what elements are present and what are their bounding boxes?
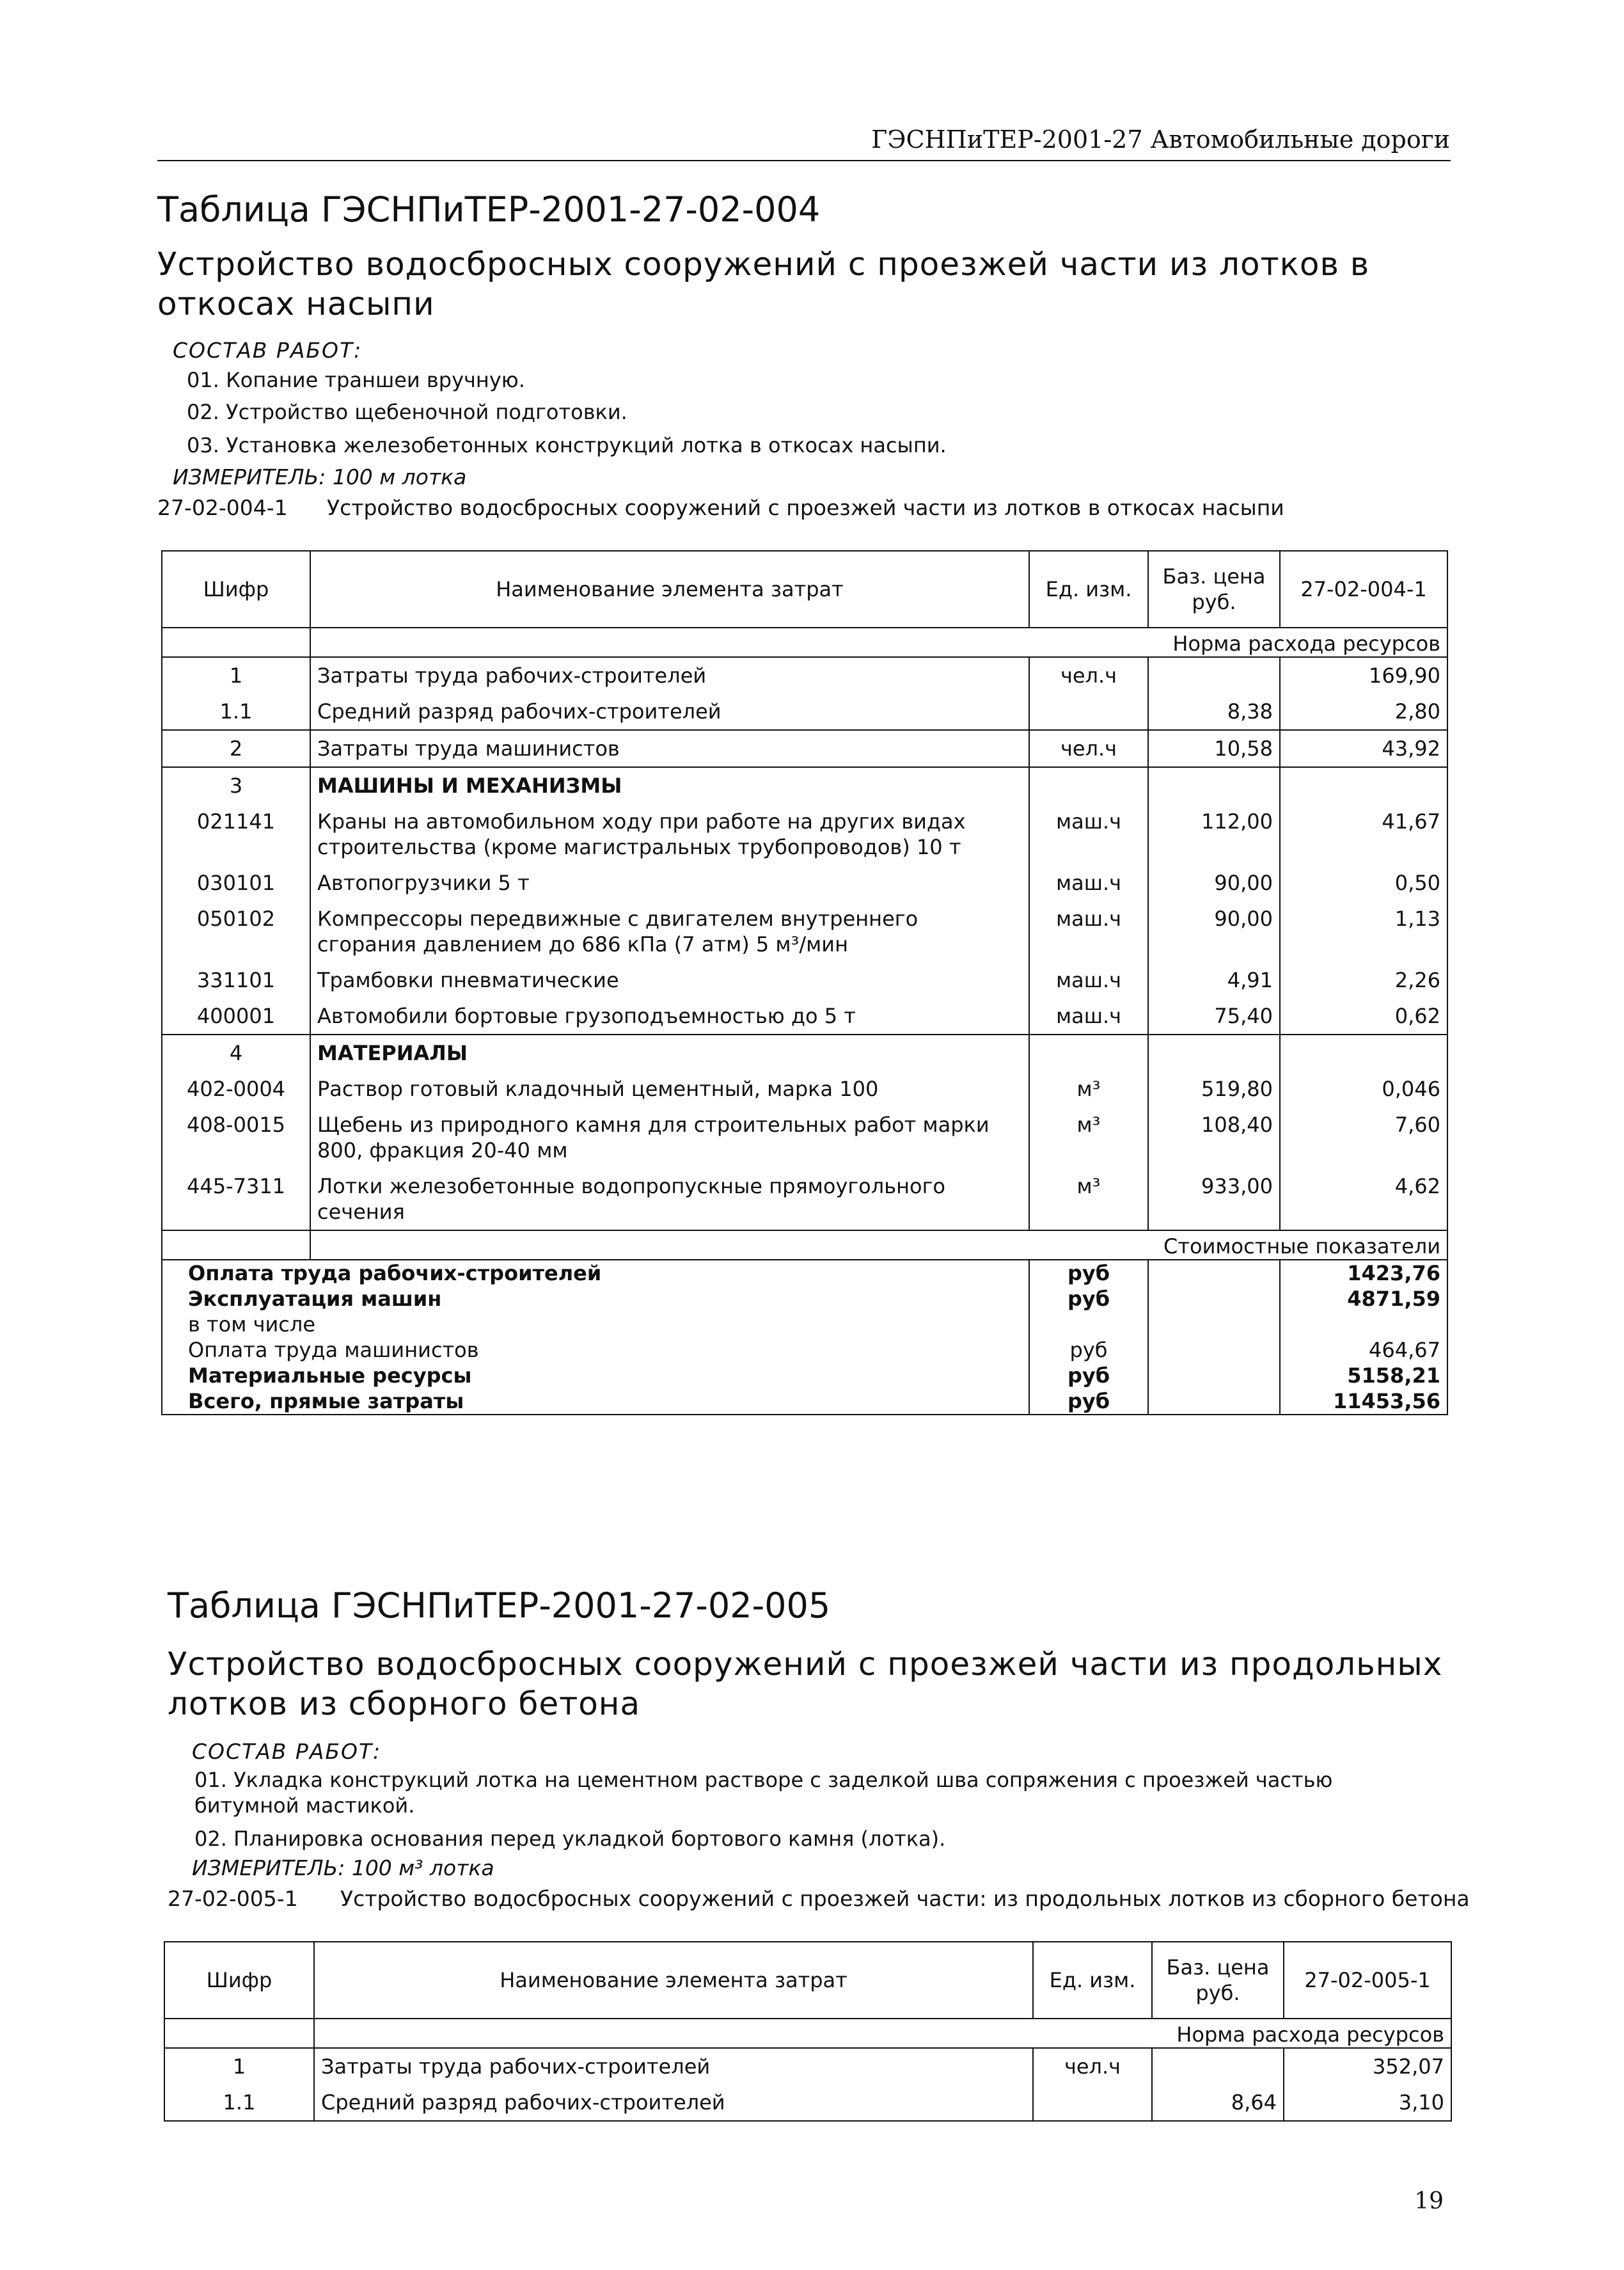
row-unit [1029, 1035, 1148, 1071]
cost-price [1148, 1363, 1280, 1388]
table1-title: Устройство водосбросных сооружений с проезжей части из лотков в откосах насыпи [157, 246, 1370, 322]
row-code: 1 [164, 2048, 314, 2084]
row-value: 0,62 [1394, 1004, 1440, 1028]
row-price: 933,00 [1148, 1168, 1280, 1230]
row-price: 90,00 [1148, 865, 1280, 901]
row-price: 8,64 [1152, 2084, 1284, 2121]
row-value [1280, 1035, 1447, 1071]
table-row [162, 694, 1447, 730]
table-row [164, 2048, 1451, 2084]
row-price [1148, 1035, 1280, 1071]
row-code: 331101 [162, 962, 310, 998]
row-unit: маш.ч [1029, 998, 1148, 1035]
row-value: 3,10 [1398, 2090, 1444, 2115]
row-name: Лотки железобетонные водопропускные прямоугольного сечения [310, 1168, 1029, 1230]
row-value: 352,07 [1373, 2054, 1444, 2079]
row-price: 8,38 [1148, 694, 1280, 730]
cost-row [162, 1388, 1447, 1415]
row-price [1152, 2048, 1284, 2084]
row-value [1280, 767, 1447, 804]
row-value: 169,90 [1369, 663, 1440, 688]
row-value: 43,92 [1280, 730, 1447, 767]
row-value: 41,67 [1382, 809, 1440, 834]
row-code: 1 [162, 657, 310, 694]
row-price: 10,58 [1148, 730, 1280, 767]
row-name: МАШИНЫ И МЕХАНИЗМЫ [310, 767, 1029, 804]
cost-name: в том числе [162, 1312, 1029, 1337]
row-value: 1,13 [1394, 907, 1440, 931]
row-code: 1.1 [164, 2084, 314, 2121]
row-code: 4 [162, 1035, 310, 1071]
table-row [162, 657, 1447, 694]
cost-value: 11453,56 [1280, 1388, 1447, 1415]
row-price: 112,00 [1148, 804, 1280, 865]
col-header-norm: 27-02-005-1 [1284, 1942, 1451, 2019]
row-name: Краны на автомобильном ходу при работе на других видах строительства (кроме магистральных трубопроводов) 10 т [310, 804, 1029, 865]
cost-value: 5158,21 [1347, 1363, 1440, 1388]
col-header-code: Шифр [162, 551, 310, 628]
cost-unit: руб [1029, 1388, 1148, 1415]
col-header-unit: Ед. изм. [1033, 1942, 1152, 2019]
table1-izmeritel: ИЗМЕРИТЕЛЬ: 100 м лотка [173, 464, 467, 489]
row-price [1148, 657, 1280, 694]
row-value: 4,62 [1394, 1174, 1440, 1198]
table1-item: 03. Установка железобетонных конструкций лотка в откосах насыпи. [187, 433, 947, 457]
cost-value [1280, 1312, 1447, 1337]
row-name: Автопогрузчики 5 т [310, 865, 1029, 901]
table2-item: 02. Планировка основания перед укладкой бортового камня (лотка). [194, 1827, 946, 1851]
row-name: Средний разряд рабочих-строителей [314, 2084, 1033, 2121]
table1-body [162, 657, 1447, 1230]
row-code: 445-7311 [162, 1168, 310, 1230]
cost-name: Эксплуатация машин [162, 1286, 1029, 1312]
table1-grid [161, 550, 1448, 1415]
row-unit [1029, 694, 1148, 730]
row-value: 2,26 [1394, 968, 1440, 992]
row-unit: чел.ч [1029, 730, 1148, 767]
table-row [162, 730, 1447, 767]
row-name: Затраты труда рабочих-строителей [310, 657, 1029, 694]
row-code: 3 [162, 767, 310, 804]
row-code: 1.1 [162, 694, 310, 730]
cost-value: 1423,76 [1347, 1261, 1440, 1285]
col-header-code: Шифр [164, 1942, 314, 2019]
row-code: 030101 [162, 865, 310, 901]
table2-norm-line: 27-02-005-1 Устройство водосбросных сооружений с проезжей части: из продольных лотков из сборного бетона [168, 1886, 1470, 1911]
cost-value: 464,67 [1369, 1338, 1440, 1362]
cost-price [1148, 1388, 1280, 1415]
page-number: 19 [1414, 2188, 1444, 2214]
cost-name: Оплата труда машинистов [162, 1337, 1029, 1363]
row-code: 050102 [162, 901, 310, 962]
norm-header: Норма расхода ресурсов [310, 628, 1447, 657]
cost-row [162, 1286, 1447, 1312]
row-unit: чел.ч [1029, 657, 1148, 694]
row-code: 021141 [162, 804, 310, 865]
row-unit: м³ [1029, 1107, 1148, 1168]
row-name: Затраты труда рабочих-строителей [314, 2048, 1033, 2084]
table1-item: 01. Копание траншеи вручную. [187, 368, 525, 392]
cost-row [162, 1363, 1447, 1388]
row-name: МАТЕРИАЛЫ [310, 1035, 1029, 1071]
row-unit [1033, 2084, 1152, 2121]
cost-price [1148, 1260, 1280, 1286]
cost-name: Всего, прямые затраты [162, 1388, 1029, 1415]
cost-unit: руб [1029, 1363, 1148, 1388]
table1-norm-line: 27-02-004-1 Устройство водосбросных сооружений с проезжей части из лотков в откосах насыпи [157, 495, 1284, 520]
table2-item: 01. Укладка конструкций лотка на цементном растворе с заделкой шва сопряжения с проезжей частью битумной мастикой. [194, 1768, 1333, 1818]
row-price: 108,40 [1148, 1107, 1280, 1168]
row-name: Щебень из природного камня для строительных работ марки 800, фракция 20-40 мм [310, 1107, 1029, 1168]
row-unit: маш.ч [1029, 901, 1148, 962]
table1-sostav-label: СОСТАВ РАБОТ: [173, 338, 363, 363]
table2-body [164, 2048, 1451, 2121]
row-name: Автомобили бортовые грузоподъемностью до 5 т [310, 998, 1029, 1035]
row-unit [1029, 767, 1148, 804]
row-value: 0,50 [1394, 871, 1440, 895]
row-unit: маш.ч [1029, 962, 1148, 998]
norm-header: Норма расхода ресурсов [314, 2019, 1451, 2048]
row-unit: м³ [1029, 1071, 1148, 1107]
row-price: 519,80 [1148, 1071, 1280, 1107]
row-unit: маш.ч [1029, 804, 1148, 865]
cost-row [162, 1312, 1447, 1337]
cost-name: Оплата труда рабочих-строителей [162, 1260, 1029, 1286]
table-row [162, 901, 1447, 962]
table-row [162, 998, 1447, 1035]
cost-name: Материальные ресурсы [162, 1363, 1029, 1388]
table-row [162, 1168, 1447, 1230]
row-name: Компрессоры передвижные с двигателем внутреннего сгорания давлением до 686 кПа (7 атм) 5 м³/мин [310, 901, 1029, 962]
table-row [164, 2084, 1451, 2121]
table2-number: Таблица ГЭСНПиТЕР-2001-27-02-005 [168, 1585, 831, 1626]
cost-header: Стоимостные показатели [310, 1230, 1447, 1260]
cost-price [1148, 1286, 1280, 1312]
table-row [162, 865, 1447, 901]
row-name: Раствор готовый кладочный цементный, марка 100 [310, 1071, 1029, 1107]
row-value: 0,046 [1382, 1077, 1440, 1101]
row-price: 90,00 [1148, 901, 1280, 962]
col-header-price: Баз. цена руб. [1152, 1942, 1284, 2019]
col-header-unit: Ед. изм. [1029, 551, 1148, 628]
table1-costs [162, 1260, 1447, 1415]
row-price: 75,40 [1148, 998, 1280, 1035]
running-header: ГЭСНПиТЕР-2001-27 Автомобильные дороги [871, 125, 1450, 154]
row-value: 7,60 [1394, 1113, 1440, 1137]
col-header-price: Баз. цена руб. [1148, 551, 1280, 628]
col-header-name: Наименование элемента затрат [310, 551, 1029, 628]
table1-number: Таблица ГЭСНПиТЕР-2001-27-02-004 [157, 189, 821, 230]
row-code: 402-0004 [162, 1071, 310, 1107]
cost-value: 4871,59 [1347, 1287, 1440, 1311]
table2-grid [164, 1941, 1452, 2122]
row-price: 4,91 [1148, 962, 1280, 998]
table1-item: 02. Устройство щебеночной подготовки. [187, 400, 627, 424]
row-code: 400001 [162, 998, 310, 1035]
header-rule [157, 160, 1451, 161]
cost-unit: руб [1029, 1337, 1148, 1363]
row-name: Трамбовки пневматические [310, 962, 1029, 998]
row-price [1148, 767, 1280, 804]
cost-row [162, 1337, 1447, 1363]
col-header-norm: 27-02-004-1 [1280, 551, 1447, 628]
table-row [162, 767, 1447, 804]
cost-unit [1029, 1312, 1148, 1337]
row-name: Средний разряд рабочих-строителей [310, 694, 1029, 730]
table-row [162, 1107, 1447, 1168]
cost-row [162, 1260, 1447, 1286]
col-header-name: Наименование элемента затрат [314, 1942, 1033, 2019]
row-unit: маш.ч [1029, 865, 1148, 901]
row-name: Затраты труда машинистов [310, 730, 1029, 767]
row-code: 2 [162, 730, 310, 767]
table-row [162, 1071, 1447, 1107]
table2-sostav-label: СОСТАВ РАБОТ: [192, 1739, 382, 1764]
table2-title: Устройство водосбросных сооружений с проезжей части из продольных лотков из сборного бетона [168, 1646, 1443, 1722]
row-code: 408-0015 [162, 1107, 310, 1168]
table-row [162, 1035, 1447, 1071]
cost-price [1148, 1337, 1280, 1363]
table-row [162, 804, 1447, 865]
table2-izmeritel: ИЗМЕРИТЕЛЬ: 100 м³ лотка [192, 1855, 494, 1880]
row-unit: м³ [1029, 1168, 1148, 1230]
cost-unit: руб [1029, 1260, 1148, 1286]
row-value: 2,80 [1394, 699, 1440, 724]
table-row [162, 962, 1447, 998]
cost-unit: руб [1029, 1286, 1148, 1312]
row-unit: чел.ч [1033, 2048, 1152, 2084]
cost-price [1148, 1312, 1280, 1337]
